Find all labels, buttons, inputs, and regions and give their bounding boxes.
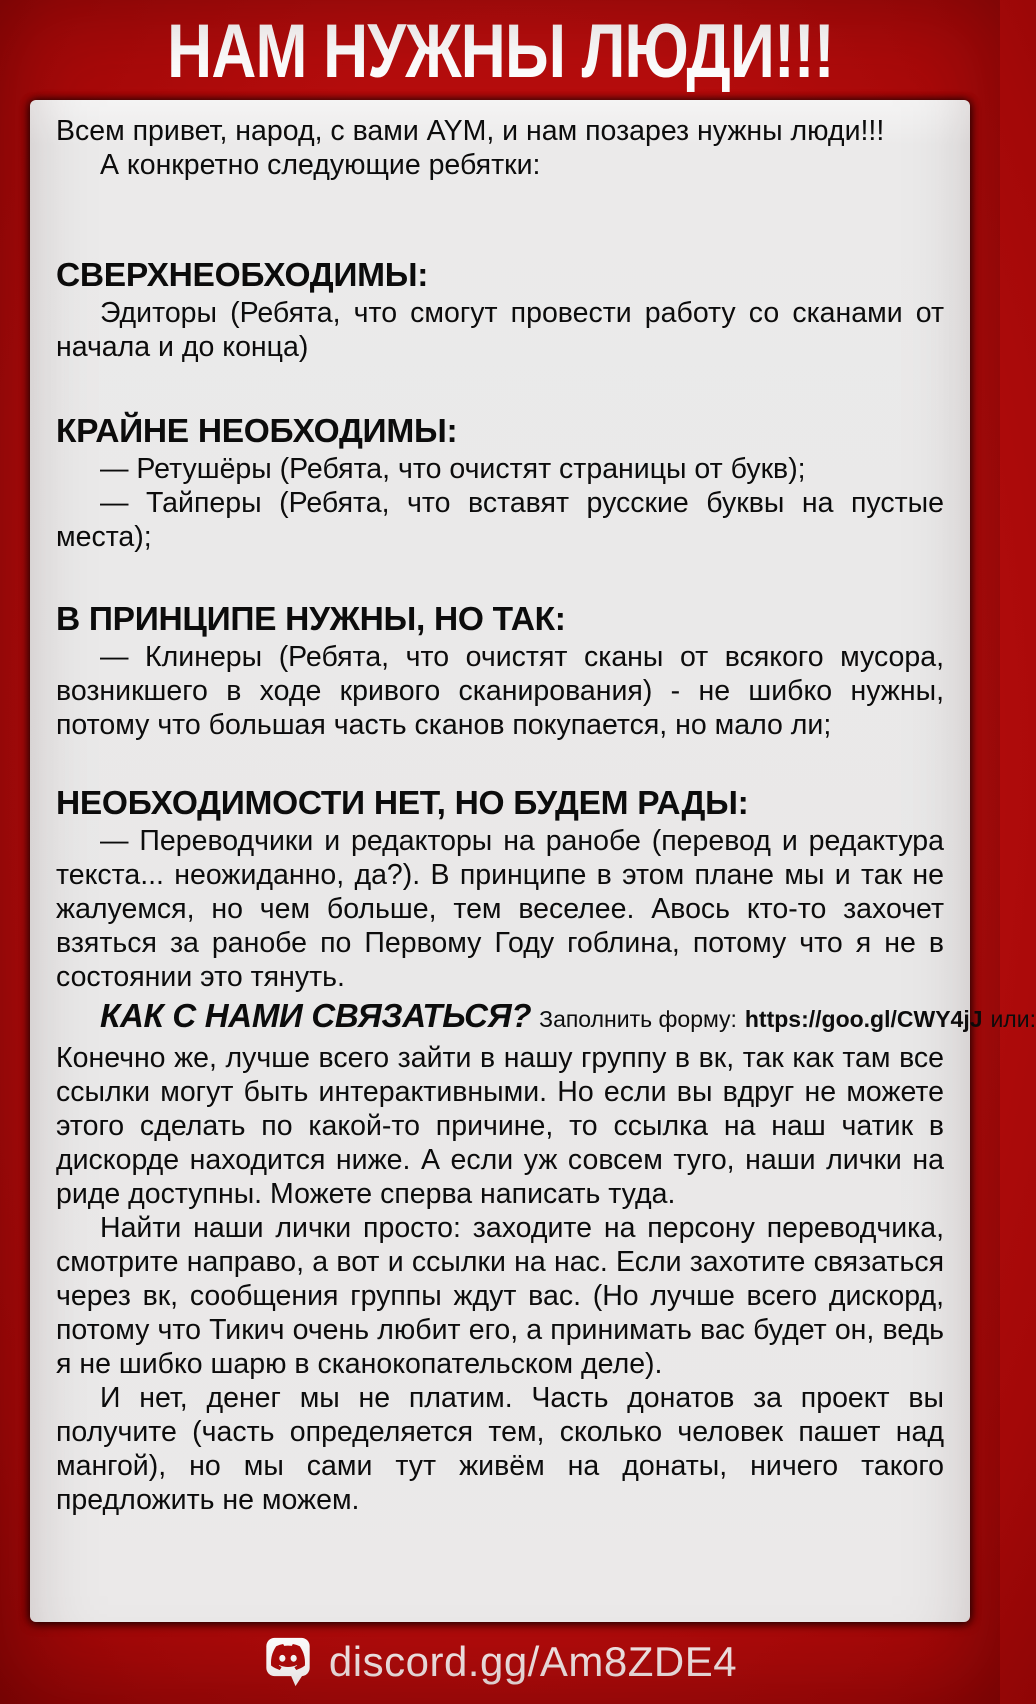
- contact-lead: КАК С НАМИ СВЯЗАТЬСЯ?: [100, 997, 532, 1034]
- section-paragraph: — Тайперы (Ребята, что вставят русские буквы на пустые места);: [56, 487, 944, 553]
- section-paragraph: — Ретушёры (Ребята, что очистят страницы от букв);: [100, 453, 806, 485]
- section-heading: НЕОБХОДИМОСТИ НЕТ, НО БУДЕМ РАДЫ:: [56, 785, 749, 822]
- poster-title-text: НАМ НУЖНЫ ЛЮДИ!!!: [166, 9, 834, 94]
- intro-line-1: Всем привет, народ, с вами AYM, и нам позарез нужны люди!!!: [56, 115, 885, 147]
- contact-paragraph: Найти наши лички просто: заходите на персону переводчика, смотрите направо, а вот и ссылки на нас. Если захотите связаться через вк, сообщения группы ждут вас. (Но лучше всего дискорд, потому что Тикич очень любит его, а принимать вас будет он, ведь я не шибко шарю в сканокопательском деле).: [56, 1212, 944, 1380]
- google-form-link[interactable]: https://goo.gl/CWY4jJ: [744, 1006, 983, 1032]
- poster-title: [0, 9, 1000, 106]
- section-somewhat-needed: [56, 600, 944, 742]
- section-super-needed: [56, 256, 944, 364]
- section-extremely-needed: [56, 412, 944, 554]
- discord-invite-link[interactable]: discord.gg/Am8ZDE4: [328, 1638, 738, 1685]
- section-paragraph: — Клинеры (Ребята, что очистят сканы от всякого мусора, возникшего в ходе кривого сканирования) - не шибко нужны, потому что большая часть сканов покупается, но мало ли;: [56, 641, 944, 741]
- contact-paragraph: Конечно же, лучше всего зайти в нашу группу в вк, так как там все ссылки могут быть интерактивными. Но если вы вдруг не можете этого сделать по какой-то причине, то ссылка на наш чатик в дискорде находится ниже. А если уж совсем туго, наши лички на риде доступны. Можете сперва написать туда.: [56, 1042, 944, 1210]
- intro-line-2: А конкретно следующие ребятки:: [100, 149, 541, 181]
- contact-paragraph: И нет, денег мы не платим. Часть донатов за проект вы получите (часть определяется тем, сколько человек пашет над мангой), но мы сами тут живём на донаты, ничего такого предложить не можем.: [56, 1382, 944, 1516]
- section-paragraph: — Переводчики и редакторы на ранобе (перевод и редактура текста... неожиданно, да?). В принципе в этом плане мы и так не жалуемся, но чем больше, тем веселее. Авось кто-то захочет взяться за ранобе по Первому Году гоблина, потому что я не в состоянии это тянуть.: [56, 825, 944, 993]
- section-optional: [56, 784, 944, 994]
- footer-discord-bar: [0, 1632, 1000, 1692]
- section-heading: СВЕРХНЕОБХОДИМЫ:: [56, 257, 429, 294]
- contact-or-label: или:: [990, 1006, 1036, 1032]
- content-panel: [30, 100, 1036, 1622]
- contact-form-label: Заполнить форму:: [539, 1006, 737, 1032]
- discord-icon: [263, 1636, 313, 1688]
- contact-header-line: [56, 994, 1036, 1041]
- section-heading: В ПРИНЦИПЕ НУЖНЫ, НО ТАК:: [56, 601, 566, 638]
- section-paragraph: Эдиторы (Ребята, что смогут провести работу со сканами от начала и до конца): [56, 297, 944, 363]
- section-heading: КРАЙНЕ НЕОБХОДИМЫ:: [56, 413, 458, 450]
